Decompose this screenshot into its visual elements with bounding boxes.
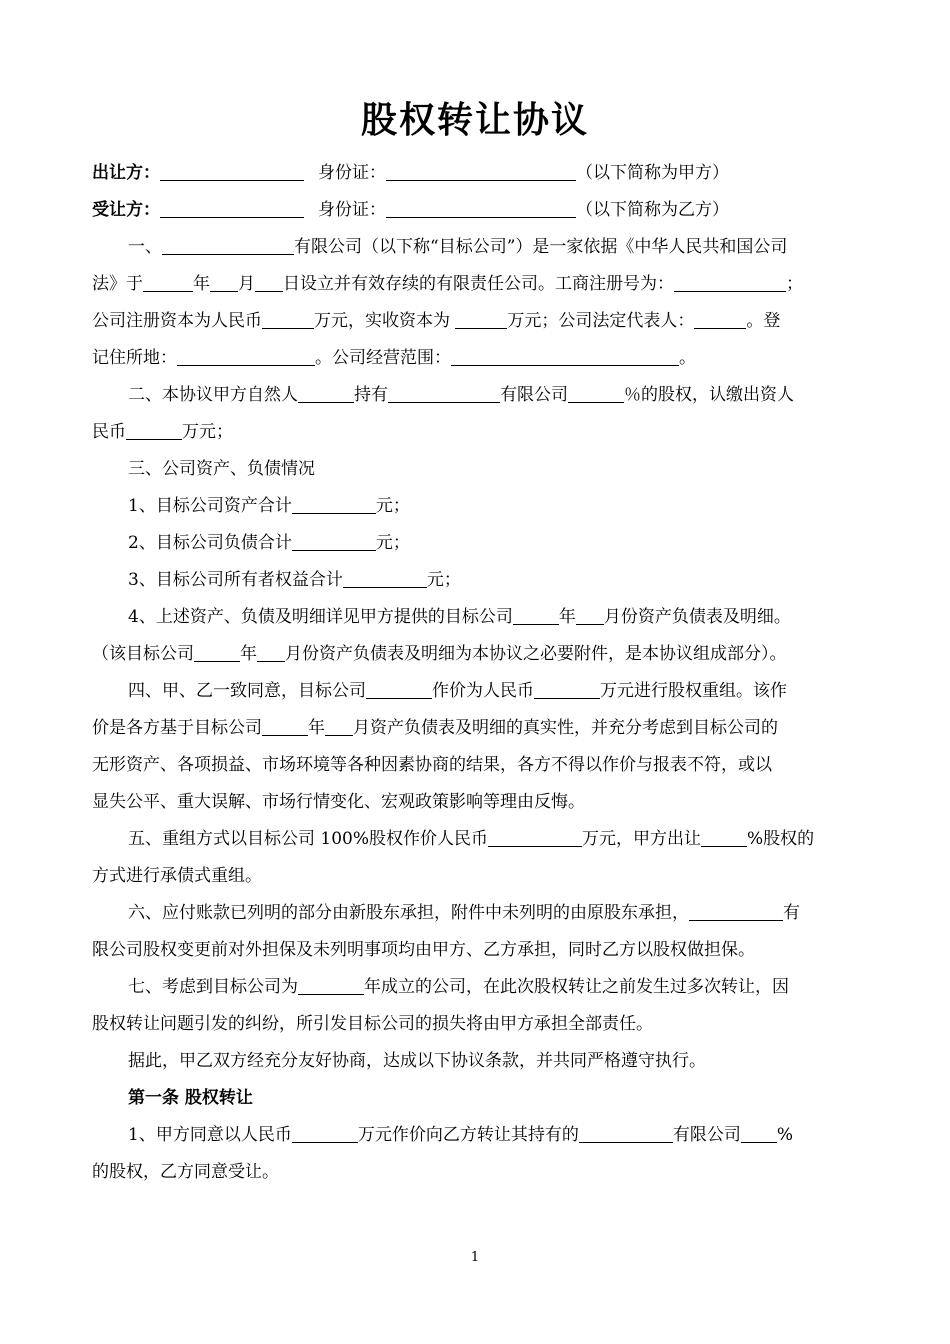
text: 万元，甲方出让 <box>582 829 702 849</box>
text: 日设立并有效存续的有限责任公司。工商注册号为： <box>283 274 674 294</box>
text: ％的股权，认缴出资人 <box>624 385 794 405</box>
text: 七、考虑到目标公司为 <box>128 977 298 997</box>
month-blank[interactable] <box>576 606 604 625</box>
text: 。 <box>679 348 696 368</box>
text: % <box>776 1125 793 1145</box>
text: 3、目标公司所有者权益合计 <box>128 570 343 590</box>
text: （该目标公司 <box>92 644 194 664</box>
transferee-line <box>92 199 860 221</box>
clause3-item2 <box>92 532 860 554</box>
text: 法》于 <box>92 274 143 294</box>
clause6-line1 <box>92 902 860 924</box>
text: 元； <box>426 570 461 590</box>
text: 有限公司 <box>672 1125 741 1145</box>
text: 有限公司（以下称“目标公司”）是一家依据《中华人民共和国公司 <box>294 237 788 257</box>
percent-blank[interactable] <box>701 828 747 847</box>
text: 一、 <box>128 237 162 257</box>
text: 年 <box>240 644 257 664</box>
company-blank[interactable] <box>366 680 432 699</box>
amount-blank[interactable] <box>126 421 182 440</box>
percent-blank[interactable] <box>568 384 624 403</box>
percent-blank[interactable] <box>741 1124 777 1143</box>
month-blank[interactable] <box>325 717 353 736</box>
text: 1、甲方同意以人民币 <box>128 1125 292 1145</box>
text: 五、重组方式以目标公司 100%股权作价人民币 <box>128 829 489 849</box>
business-scope-blank[interactable] <box>451 347 679 366</box>
clause5-line1 <box>92 828 860 850</box>
text: 公司注册资本为人民币 <box>92 311 262 331</box>
clause6-line2: 限公司股权变更前对外担保及未列明事项均由甲方、乙方承担，同时乙方以股权做担保。 <box>92 940 755 960</box>
text: 万元作价向乙方转让其持有的 <box>357 1125 579 1145</box>
company-blank[interactable] <box>162 236 294 255</box>
clause7-line1 <box>92 976 860 998</box>
clause4-line1 <box>92 680 860 702</box>
day-blank[interactable] <box>255 273 283 292</box>
month-blank[interactable] <box>257 643 285 662</box>
amount-blank[interactable] <box>488 828 582 847</box>
clause1-line3 <box>92 310 860 332</box>
registered-capital-blank[interactable] <box>262 310 314 329</box>
text: 1、目标公司资产合计 <box>128 496 292 516</box>
clause4-line4: 显失公平、重大误解、市场行情变化、宏观政策影响等理由反悔。 <box>92 792 585 812</box>
page-title: 股权转让协议 <box>360 99 589 141</box>
clause2-line2 <box>92 421 860 443</box>
legal-rep-blank[interactable] <box>694 310 746 329</box>
text: 六、应付账款已列明的部分由新股东承担，附件中未列明的由原股东承担， <box>128 903 689 923</box>
paid-in-capital-blank[interactable] <box>455 310 507 329</box>
clause1-line2 <box>92 273 860 295</box>
text: 元； <box>375 533 410 553</box>
amount-blank[interactable] <box>292 1124 358 1143</box>
clause5-line2: 方式进行承债式重组。 <box>92 866 262 886</box>
text: 2、目标公司负债合计 <box>128 533 292 553</box>
company-blank[interactable] <box>579 1124 673 1143</box>
assets-blank[interactable] <box>292 495 376 514</box>
year-blank[interactable] <box>513 606 559 625</box>
transferee-note: （以下简称为乙方） <box>576 200 729 220</box>
text: 月资产负债表及明细的真实性，并充分考虑到目标公司的 <box>353 718 778 738</box>
text: 年 <box>193 274 210 294</box>
text: 万元，实收资本为 <box>314 311 456 331</box>
person-blank[interactable] <box>298 384 354 403</box>
text: 年成立的公司，在此次股权转让之前发生过多次转让，因 <box>364 977 789 997</box>
year-blank[interactable] <box>194 643 240 662</box>
text: 月份资产负债表及明细。 <box>603 607 791 627</box>
transferor-id-blank[interactable] <box>386 162 576 181</box>
company-blank[interactable] <box>388 384 500 403</box>
article1-line2: 的股权，乙方同意受让。 <box>92 1162 279 1182</box>
text: 月 <box>238 274 255 294</box>
text: 元； <box>375 496 410 516</box>
equity-blank[interactable] <box>343 569 427 588</box>
id-label: 身份证： <box>318 163 386 183</box>
liabilities-blank[interactable] <box>292 532 376 551</box>
clause3-item5 <box>92 643 860 665</box>
text: 。公司经营范围： <box>315 348 451 368</box>
text: 记住所地： <box>92 348 177 368</box>
amount-blank[interactable] <box>534 680 600 699</box>
clause3-heading: 三、公司资产、负债情况 <box>128 459 315 479</box>
clause2-line1 <box>92 384 860 406</box>
clause3-item1 <box>92 495 860 517</box>
text: 年 <box>308 718 325 738</box>
transferee-label: 受让方： <box>92 200 160 220</box>
text: %股权的 <box>747 829 815 849</box>
clause3-item3 <box>92 569 860 591</box>
transferee-name-blank[interactable] <box>160 199 304 218</box>
clause1-line1 <box>92 236 860 258</box>
text: 年 <box>558 607 576 627</box>
transferor-name-blank[interactable] <box>160 162 304 181</box>
clause4-line3: 无形资产、各项损益、市场环境等各种因素协商的结果，各方不得以作价与报表不符，或以 <box>92 755 772 775</box>
transferor-label: 出让方： <box>92 163 160 183</box>
transferor-line <box>92 162 860 184</box>
company-blank[interactable] <box>689 902 783 921</box>
text: 作价为人民币 <box>432 681 534 701</box>
year-blank[interactable] <box>143 273 193 292</box>
text: 月份资产负债表及明细为本协议之必要附件，是本协议组成部分）。 <box>285 644 787 664</box>
clause7-line2: 股权转让问题引发的纠纷，所引发目标公司的损失将由甲方承担全部责任。 <box>92 1014 653 1034</box>
address-blank[interactable] <box>177 347 315 366</box>
transferee-id-blank[interactable] <box>386 199 576 218</box>
clause3-item4 <box>92 606 860 628</box>
transferor-note: （以下简称为甲方） <box>576 163 729 183</box>
text: 民币 <box>92 422 126 442</box>
article1-line1 <box>92 1124 860 1146</box>
article1-heading: 第一条 股权转让 <box>128 1088 253 1108</box>
registration-number-blank[interactable] <box>674 273 786 292</box>
clause1-line4 <box>92 347 860 369</box>
text: 万元； <box>182 422 233 442</box>
text: 有 <box>783 903 800 923</box>
text: 万元进行股权重组。该作 <box>600 681 787 701</box>
text: 有限公司 <box>500 385 568 405</box>
conclusion: 据此，甲乙双方经充分友好协商，达成以下协议条款，并共同严格遵守执行。 <box>128 1051 706 1071</box>
clause4-line2 <box>92 717 860 739</box>
text: 持有 <box>354 385 388 405</box>
text: 。登 <box>746 311 781 331</box>
text: 二、本协议甲方自然人 <box>128 385 298 405</box>
month-blank[interactable] <box>210 273 238 292</box>
year-blank[interactable] <box>298 976 364 995</box>
text: 万元；公司法定代表人： <box>507 311 695 331</box>
page-number: 1 <box>470 1250 480 1265</box>
text: 4、上述资产、负债及明细详见甲方提供的目标公司 <box>128 607 513 627</box>
id-label: 身份证： <box>318 200 386 220</box>
year-blank[interactable] <box>262 717 308 736</box>
text: ； <box>786 274 803 294</box>
text: 价是各方基于目标公司 <box>92 718 262 738</box>
text: 四、甲、乙一致同意，目标公司 <box>128 681 366 701</box>
